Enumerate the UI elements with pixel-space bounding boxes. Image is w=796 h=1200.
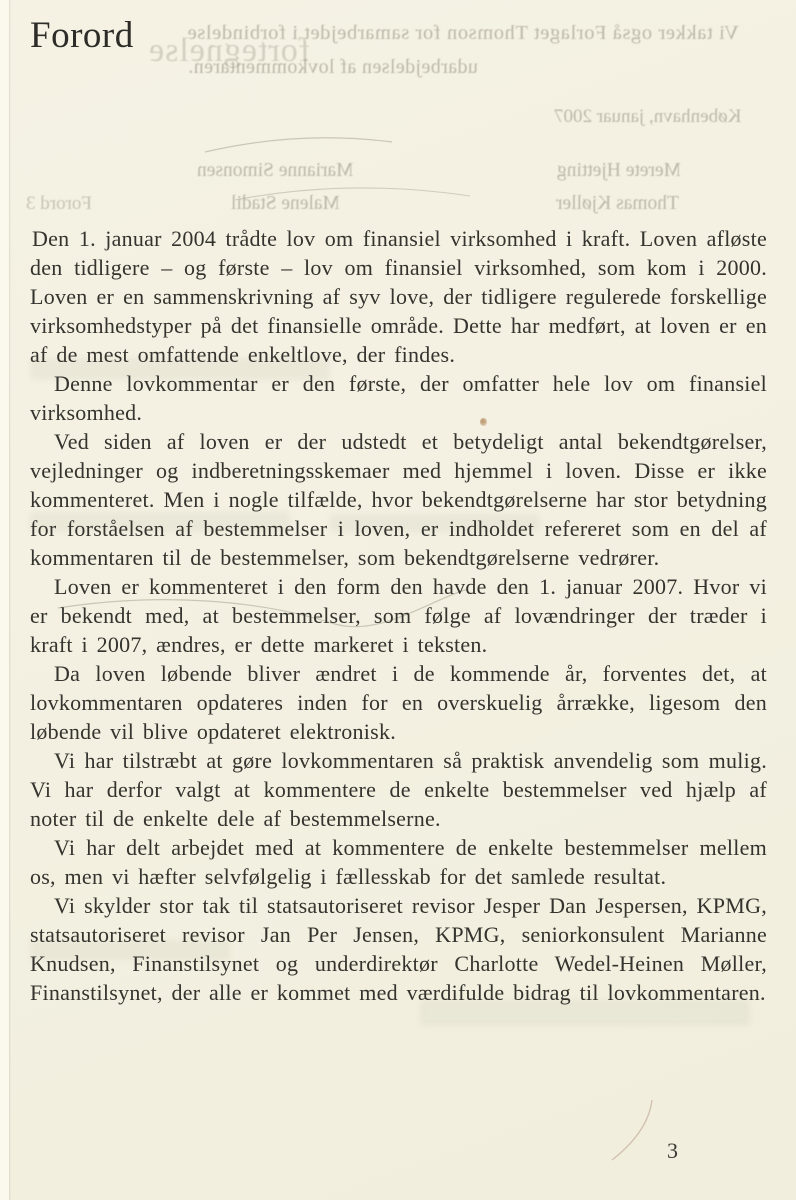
paragraph: Loven er kommenteret i den form den havde den 1. januar 2007. Hvor vi er bekendt med, at bestemmelser, som følge af lovændringer der træder i kraft i 2007, ændres, er dette markeret i teksten. — [30, 574, 767, 657]
ink-speck — [480, 418, 487, 426]
paragraph: Ved siden af loven er der udstedt et betydeligt antal bekendtgørelser, vejledninger og indberetningsskemaer med hjemmel i loven. Disse er ikke kommenteret. Men i nogle tilfælde, hvor bekendtgørelserne har stor betydning for forståelsen af bestemmelser i loven, er indholdet refereret som en del af kommentaren til de bestemmelser, som bekendtgørelserne vedrører. — [30, 429, 767, 570]
paragraph: Vi har tilstræbt at gøre lovkommentaren så praktisk anvendelig som mulig. Vi har derfor valgt at kommentere de enkelte bestemmelser ved hjælp af noter til de enkelte dele af bestemmelserne. — [30, 748, 767, 831]
bleedthrough-signature-thomas: Thomas Kjøller — [556, 193, 679, 214]
bleedthrough-signature-merete: Merete Hjetting — [557, 160, 681, 181]
page-number: 3 — [667, 1138, 678, 1163]
bleedthrough-thanks-line-2: udarbejdelsen af lovkommentaren. — [188, 56, 478, 78]
bleedthrough-thanks-line: Vi takker også Forlaget Thomson for samarbejdet i forbindelse — [187, 22, 739, 44]
foreword-text — [30, 224, 767, 1007]
bleedthrough-toc-heading: fortegnelse — [148, 32, 311, 69]
page-left-edge — [0, 0, 9, 1200]
paragraph: Den 1. januar 2004 trådte lov om finansiel virksomhed i kraft. Loven afløste den tidligere – og første – lov om finansiel virksomhed, som kom i 2000. Loven er en sammenskrivning af syv love, der tidligere regulerede forskellige virksomhedstyper på det finansielle område. Dette har medført, at loven er en af de mest omfattende enkeltlove, der findes. — [30, 226, 767, 367]
bleedthrough-dateline: København, januar 2007 — [554, 106, 742, 127]
bleedthrough-signature-malene: Malene Stadil — [231, 193, 340, 214]
bleedthrough-signature-marianne: Marianne Simonsen — [197, 160, 354, 181]
bleedthrough-toc-entry-forord: Forord 3 — [26, 193, 92, 214]
paragraph: Vi skylder stor tak til statsautoriseret revisor Jesper Dan Jespersen, KPMG, statsautoriseret revisor Jan Per Jensen, KPMG, seniorkonsulent Marianne Knudsen, Finanstilsynet og underdirektør Charlotte Wedel-Heinen Møller, Finanstilsynet, der alle er kommet med værdifulde bidrag til lovkommentaren. — [30, 893, 767, 1005]
paragraph: Da loven løbende bliver ændret i de kommende år, forventes det, at lovkommentaren opdateres inden for en overskuelig årrække, ligesom den løbende vil blive opdateret elektronisk. — [30, 661, 767, 744]
page-title: Forord — [30, 15, 134, 56]
paragraph: Vi har delt arbejdet med at kommentere de enkelte bestemmelser mellem os, men vi hæfter selvfølgelig i fællesskab for det samlede resultat. — [30, 835, 767, 889]
paragraph: Denne lovkommentar er den første, der omfatter hele lov om finansiel virksomhed. — [30, 371, 767, 425]
